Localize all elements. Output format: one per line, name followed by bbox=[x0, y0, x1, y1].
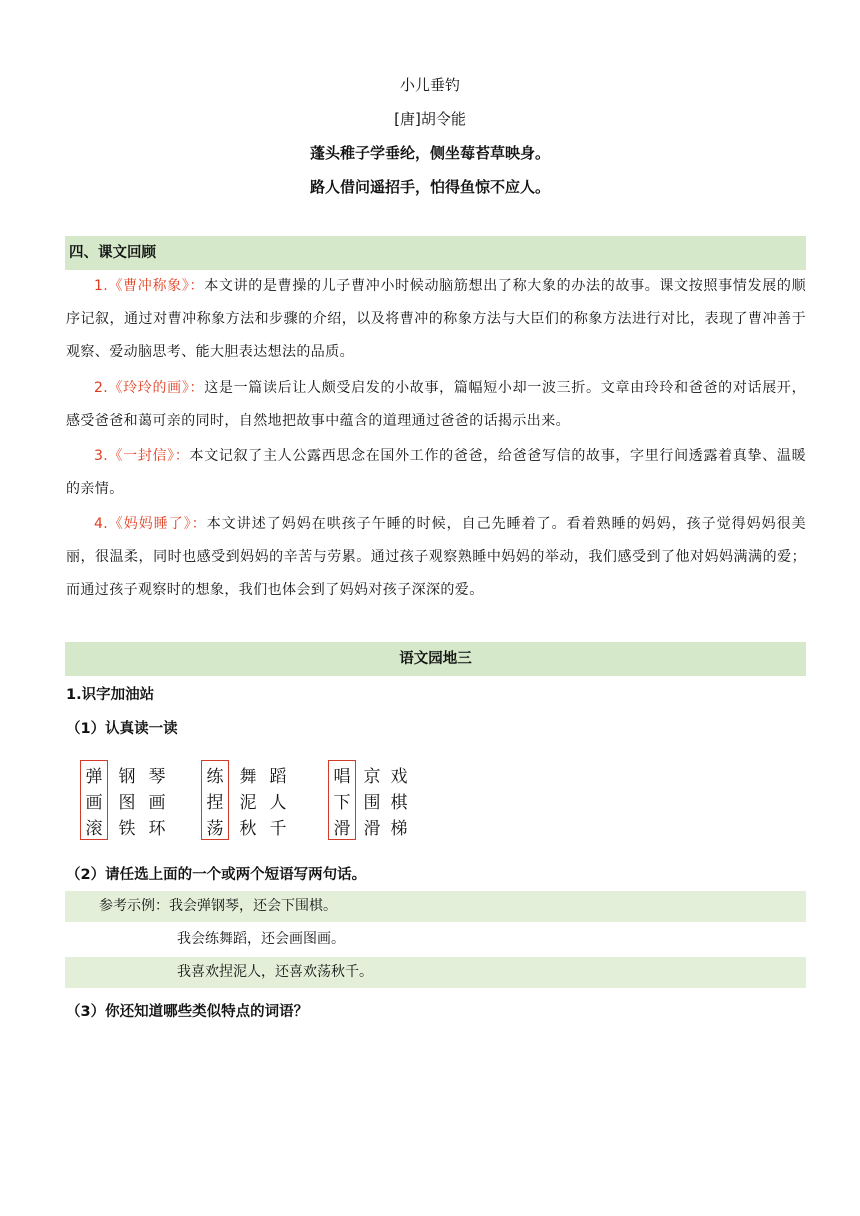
lesson-text: 本文讲的是曹操的儿子曹冲小时候动脑筋想出了称大象的办法的故事。课文按照事情发展的顺序记叙，通过对曹冲称象方法和步骤的介绍，以及将曹冲的称象方法与大臣们的称象方法进行对比，表现了曹冲善于观察、爱动脑思考、能大胆表达想法的品质。 bbox=[66, 278, 806, 360]
poem-author: [唐]胡令能 bbox=[394, 110, 466, 128]
char: 人 bbox=[269, 793, 287, 813]
char: 千 bbox=[269, 819, 287, 839]
char: 梯 bbox=[390, 819, 408, 839]
char: 下 bbox=[333, 793, 351, 813]
question: （1）认真读一读 bbox=[66, 721, 178, 737]
char: 画 bbox=[85, 793, 103, 813]
subheading: 1.识字加油站 bbox=[66, 687, 155, 703]
question: （3）你还知道哪些类似特点的词语？ bbox=[66, 1004, 309, 1020]
char: 荡 bbox=[206, 819, 224, 839]
char: 滚 bbox=[85, 819, 103, 839]
char: 蹈 bbox=[269, 767, 287, 787]
char: 滑 bbox=[363, 819, 381, 839]
char: 钢 bbox=[118, 767, 136, 787]
char: 琴 bbox=[148, 767, 166, 787]
poem-line: 蓬头稚子学垂纶，侧坐莓苔草映身。 bbox=[309, 144, 550, 162]
review-paragraph bbox=[66, 508, 806, 607]
char: 秋 bbox=[239, 819, 257, 839]
lesson-text: 本文记叙了主人公露西思念在国外工作的爸爸，给爸爸写信的故事，字里行间透露着真挚、温暖的亲情。 bbox=[66, 448, 806, 497]
word-group bbox=[201, 760, 341, 840]
section-heading: 四、课文回顾 bbox=[65, 236, 806, 270]
char: 棋 bbox=[390, 793, 408, 813]
char: 滑 bbox=[333, 819, 351, 839]
answer-line: 我会练舞蹈，还会画图画。 bbox=[65, 924, 806, 955]
char: 戏 bbox=[390, 767, 408, 787]
char: 泥 bbox=[239, 793, 257, 813]
char: 环 bbox=[148, 819, 166, 839]
char: 舞 bbox=[239, 767, 257, 787]
lesson-text: 本文讲述了妈妈在哄孩子午睡的时候，自己先睡着了。看着熟睡的妈妈，孩子觉得妈妈很美丽，很温柔，同时也感受到妈妈的辛苦与劳累。通过孩子观察熟睡中妈妈的举动，我们感受到了他对妈妈满满的爱；而通过孩子观察时的想象，我们也体会到了妈妈对孩子深深的爱。 bbox=[66, 516, 806, 598]
poem-title: 小儿垂钓 bbox=[399, 76, 460, 94]
answer-line: 我喜欢捏泥人，还喜欢荡秋千。 bbox=[65, 957, 806, 988]
char: 弹 bbox=[85, 767, 103, 787]
lesson-label: 2.《玲玲的画》： bbox=[94, 380, 205, 396]
lesson-label: 4.《妈妈睡了》： bbox=[94, 516, 207, 532]
review-paragraph bbox=[66, 440, 806, 506]
poem-line: 路人借问遥招手，怕得鱼惊不应人。 bbox=[309, 178, 550, 196]
char: 京 bbox=[363, 767, 381, 787]
char: 画 bbox=[148, 793, 166, 813]
char: 围 bbox=[363, 793, 381, 813]
section-heading: 语文园地三 bbox=[65, 642, 806, 676]
lesson-label: 3.《一封信》： bbox=[94, 448, 190, 464]
char: 练 bbox=[206, 767, 224, 787]
review-paragraph bbox=[66, 270, 806, 369]
char: 图 bbox=[118, 793, 136, 813]
char: 捏 bbox=[206, 793, 224, 813]
lesson-label: 1.《曹冲称象》： bbox=[94, 278, 205, 294]
word-group bbox=[80, 760, 220, 840]
char: 唱 bbox=[333, 767, 351, 787]
review-paragraph bbox=[66, 372, 806, 438]
word-group bbox=[328, 760, 468, 840]
char: 铁 bbox=[118, 819, 136, 839]
question: （2）请任选上面的一个或两个短语写两句话。 bbox=[66, 867, 367, 883]
answer-line: 参考示例：我会弹钢琴，还会下围棋。 bbox=[65, 891, 806, 922]
lesson-text: 这是一篇读后让人颇受启发的小故事，篇幅短小却一波三折。文章由玲玲和爸爸的对话展开，感受爸爸和蔼可亲的同时，自然地把故事中蕴含的道理通过爸爸的话揭示出来。 bbox=[66, 380, 806, 429]
